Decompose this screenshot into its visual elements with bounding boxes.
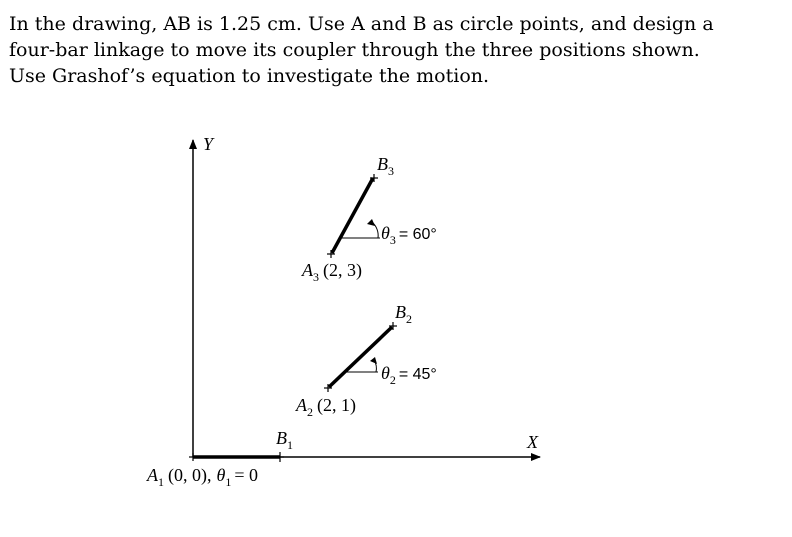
label-theta3: $\theta_3 = 60^\circ$ — [381, 223, 437, 247]
y-axis-label: Y — [203, 134, 214, 154]
label-b2: $B_2$ — [395, 302, 412, 326]
label-a3: $A_3$ (2, 3) — [302, 260, 362, 284]
label-a1: $A_1$ (0, 0), $\theta_1 = 0$ — [147, 465, 258, 489]
label-a2: $A_2$ (2, 1) — [296, 395, 356, 419]
angle-arrow-2 — [370, 357, 377, 364]
label-b3: $B_3$ — [377, 154, 394, 178]
angle-arrow-3 — [367, 219, 375, 226]
coupler-position-3 — [332, 178, 373, 253]
label-theta2: $\theta_2 = 45^\circ$ — [381, 363, 437, 387]
label-b1: $B_1$ — [276, 428, 293, 452]
point-a1-marker — [189, 453, 197, 461]
problem-line-3: Use Grashof’s equation to investigate the motion. — [9, 65, 490, 87]
x-axis-label: X — [527, 432, 538, 452]
problem-line-2: four-bar linkage to move its coupler through the three positions shown. — [9, 39, 700, 61]
problem-line-1: In the drawing, AB is 1.25 cm. Use A and B as circle points, and design a — [9, 13, 714, 35]
point-b1-marker — [276, 452, 284, 462]
